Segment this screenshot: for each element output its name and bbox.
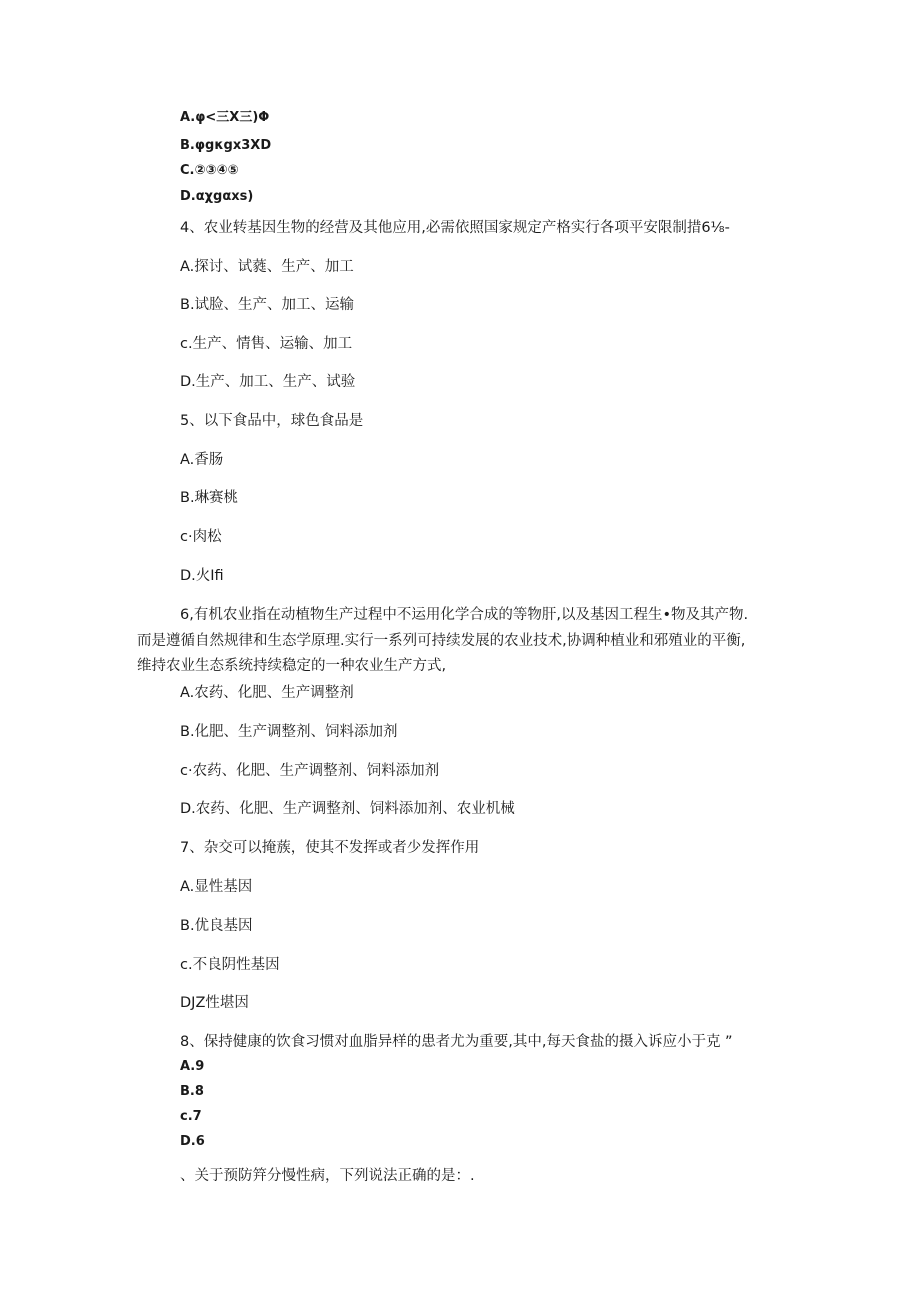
q6-option-d: D.农药、化肥、生产调整剂、饲料添加剂、农业机械 bbox=[180, 801, 515, 817]
q5-option-a: A.香肠 bbox=[180, 452, 224, 468]
q6-option-b: B.化肥、生产调整剂、饲料添加剂 bbox=[180, 724, 398, 740]
q7-option-c: c.不良阴性基因 bbox=[180, 957, 280, 973]
q4-option-c: c.生产、情售、运输、加工 bbox=[180, 336, 353, 352]
q6-question-line-1: 6,有机农业指在动植物生产过程中不运用化学合成的等物肝,以及基因工程生•物及其产物. bbox=[180, 607, 749, 623]
q8-option-c: c.7 bbox=[180, 1109, 202, 1124]
q7-option-b: B.优良基因 bbox=[180, 918, 253, 934]
q8-option-b: B.8 bbox=[180, 1084, 204, 1099]
q7-option-d: DJZ性堪因 bbox=[180, 995, 249, 1011]
q3-option-c: C.②③④⑤ bbox=[180, 163, 239, 178]
q3-option-d: D.αχgαxs) bbox=[180, 189, 254, 204]
q5-option-b: B.琳赛桃 bbox=[180, 490, 239, 506]
q3-option-b: B.φgκgx3XD bbox=[180, 138, 272, 153]
q7-question: 7、杂交可以掩蔟，使其不发挥或者少发挥作用 bbox=[180, 840, 480, 856]
q4-option-a: A.探讨、试蕤、生产、加工 bbox=[180, 259, 354, 275]
q3-option-a: A.φ<三X三)Φ bbox=[180, 110, 270, 125]
q9-question: 、关于预防筓分慢性病，下列说法正确的是：. bbox=[180, 1168, 475, 1184]
q6-question-line-2: 而是遵循自然规律和生态学原理.实行一系列可持续发展的农业技术,协调种植业和邪殖业的平衡, bbox=[137, 633, 746, 649]
q5-option-d: D.火Ifi bbox=[180, 568, 224, 584]
q8-option-d: D.6 bbox=[180, 1134, 205, 1149]
q8-question: 8、保持健康的饮食习惯对血脂异样的患者尤为重要,其中,每天食盐的摄入诉应小于克 ” bbox=[180, 1034, 733, 1050]
q8-option-a: A.9 bbox=[180, 1059, 205, 1074]
q6-question-line-3: 维持农业生态系统持续稳定的一种农业生产方式, bbox=[137, 658, 447, 674]
q4-option-d: D.生产、加工、生产、试验 bbox=[180, 374, 356, 390]
q5-question: 5、以下食品中，球色食品是 bbox=[180, 413, 364, 429]
q7-option-a: A.显性基因 bbox=[180, 879, 253, 895]
q4-option-b: B.试脸、生产、加工、运输 bbox=[180, 297, 355, 313]
q6-option-a: A.农药、化肥、生产调整剂 bbox=[180, 685, 354, 701]
q4-question: 4、农业转基因生物的经营及其他应用,必需依照国家规定产格实行各项平安限制措6⅛- bbox=[180, 220, 730, 236]
q5-option-c: c·肉松 bbox=[180, 529, 222, 545]
q6-option-c: c·农药、化肥、生产调整剂、饲料添加剂 bbox=[180, 763, 440, 779]
